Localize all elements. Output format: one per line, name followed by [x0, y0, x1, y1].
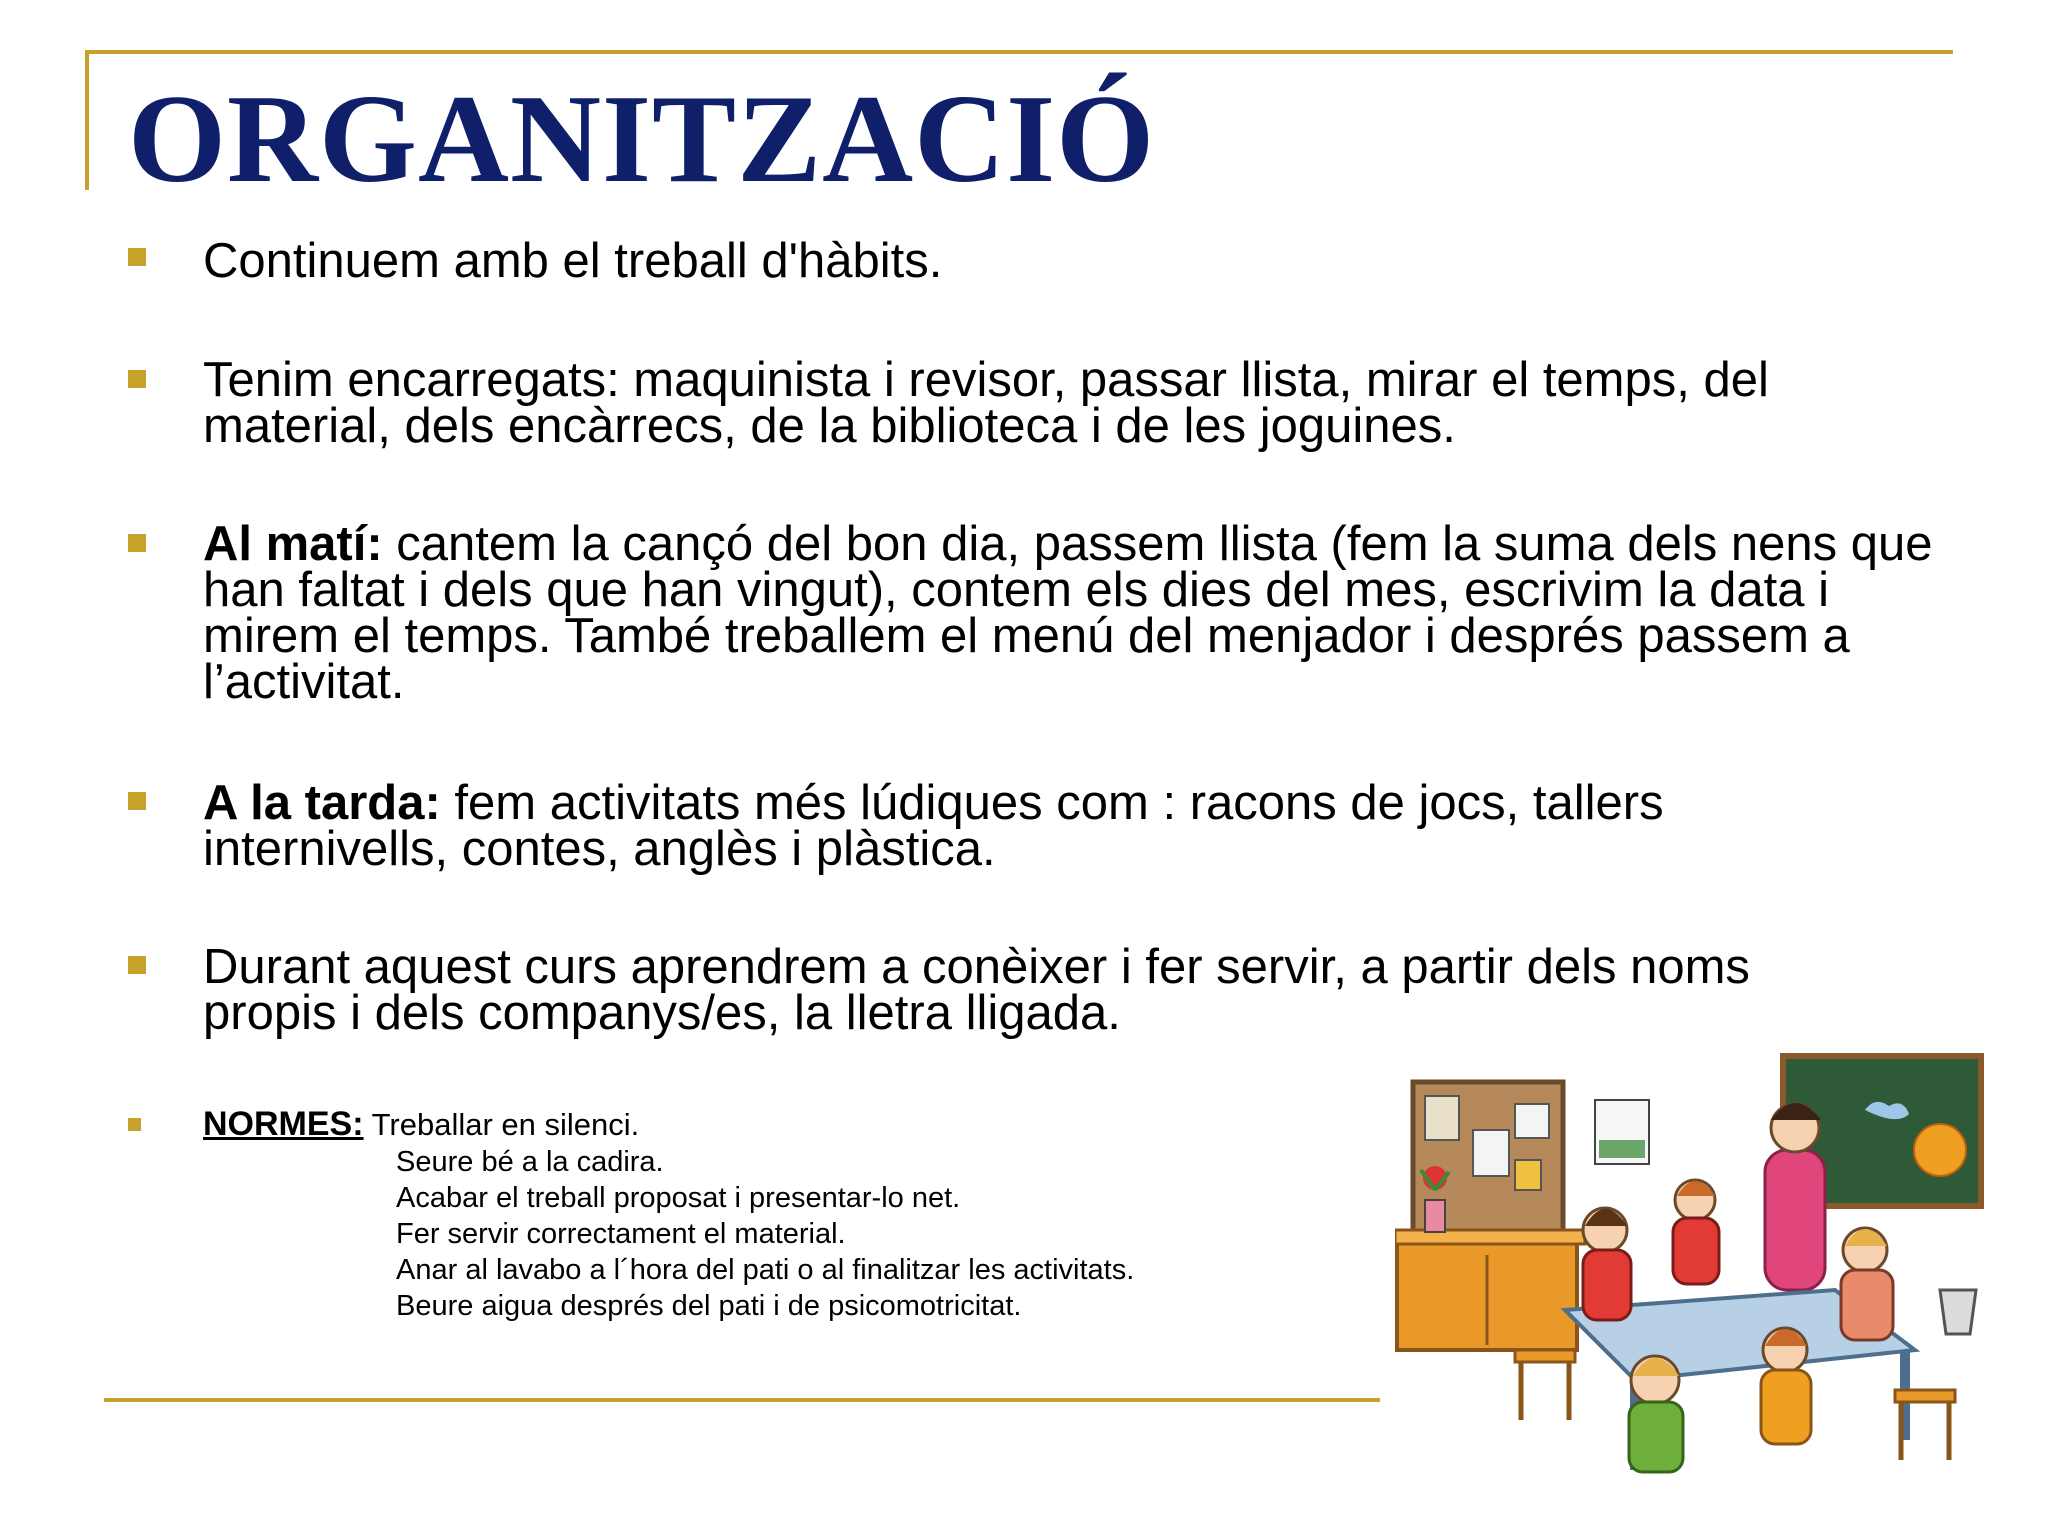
classroom-illustration: [1395, 1050, 1985, 1490]
left-rule: [85, 50, 89, 190]
normes-rule: Beure aigua després del pati i de psicomotricitat.: [396, 1290, 1022, 1322]
bullet-square-icon: [128, 534, 146, 552]
bullet-body: cantem la cançó del bon dia, passem llista (fem la suma dels nens que han faltat i dels que han vingut), contem els dies del mes, escrivim la data i mirem el temps. També treballem el menú del menjador i després passem a l’activitat.: [203, 517, 1933, 709]
bullet-body: Continuem amb el treball d'hàbits.: [203, 234, 943, 288]
bullet-text: [203, 234, 1963, 288]
normes-rule: Seure bé a la cadira.: [396, 1146, 664, 1178]
bullet-text: [203, 776, 1763, 876]
bullet-text: [203, 940, 1843, 1040]
slide-title: ORGANITZACIÓ: [128, 70, 1156, 209]
bullet-square-icon: [128, 792, 146, 810]
normes-rule: Acabar el treball proposat i presentar-lo net.: [396, 1182, 961, 1214]
wastebasket: [1940, 1290, 1976, 1334]
normes-first-rule: Treballar en silenci.: [371, 1107, 640, 1142]
bullet-square-icon: [128, 370, 146, 388]
normes-heading: NORMES:: [203, 1105, 364, 1143]
teacher-figure: [1765, 1150, 1825, 1290]
bullet-body: fem activitats més lúdiques com : racons de jocs, tallers internivells, contes, anglès i plàstica.: [203, 776, 1664, 876]
bullet-square-icon: [128, 1118, 141, 1131]
normes-block: [203, 1106, 639, 1143]
bullet-body: Tenim encarregats: maquinista i revisor, passar llista, mirar el temps, del material, dels encàrrecs, de la biblioteca i de les joguines.: [203, 353, 1769, 453]
bullet-square-icon: [128, 956, 146, 974]
normes-list: [396, 1144, 1134, 1324]
normes-rule: Fer servir correctament el material.: [396, 1218, 846, 1250]
normes-rule: Anar al lavabo a l´hora del pati o al finalitzar les activitats.: [396, 1254, 1135, 1286]
bullet-text: [203, 353, 1923, 453]
bullet-body: Durant aquest curs aprendrem a conèixer i fer servir, a partir dels noms propis i dels companys/es, la lletra lligada.: [203, 940, 1750, 1040]
top-rule: [85, 50, 1953, 54]
bottom-rule: [104, 1398, 1380, 1402]
bullet-bold: Al matí:: [203, 517, 383, 571]
bullet-text: [203, 517, 1963, 709]
bullet-square-icon: [128, 248, 146, 266]
bullet-bold: A la tarda:: [203, 776, 441, 830]
